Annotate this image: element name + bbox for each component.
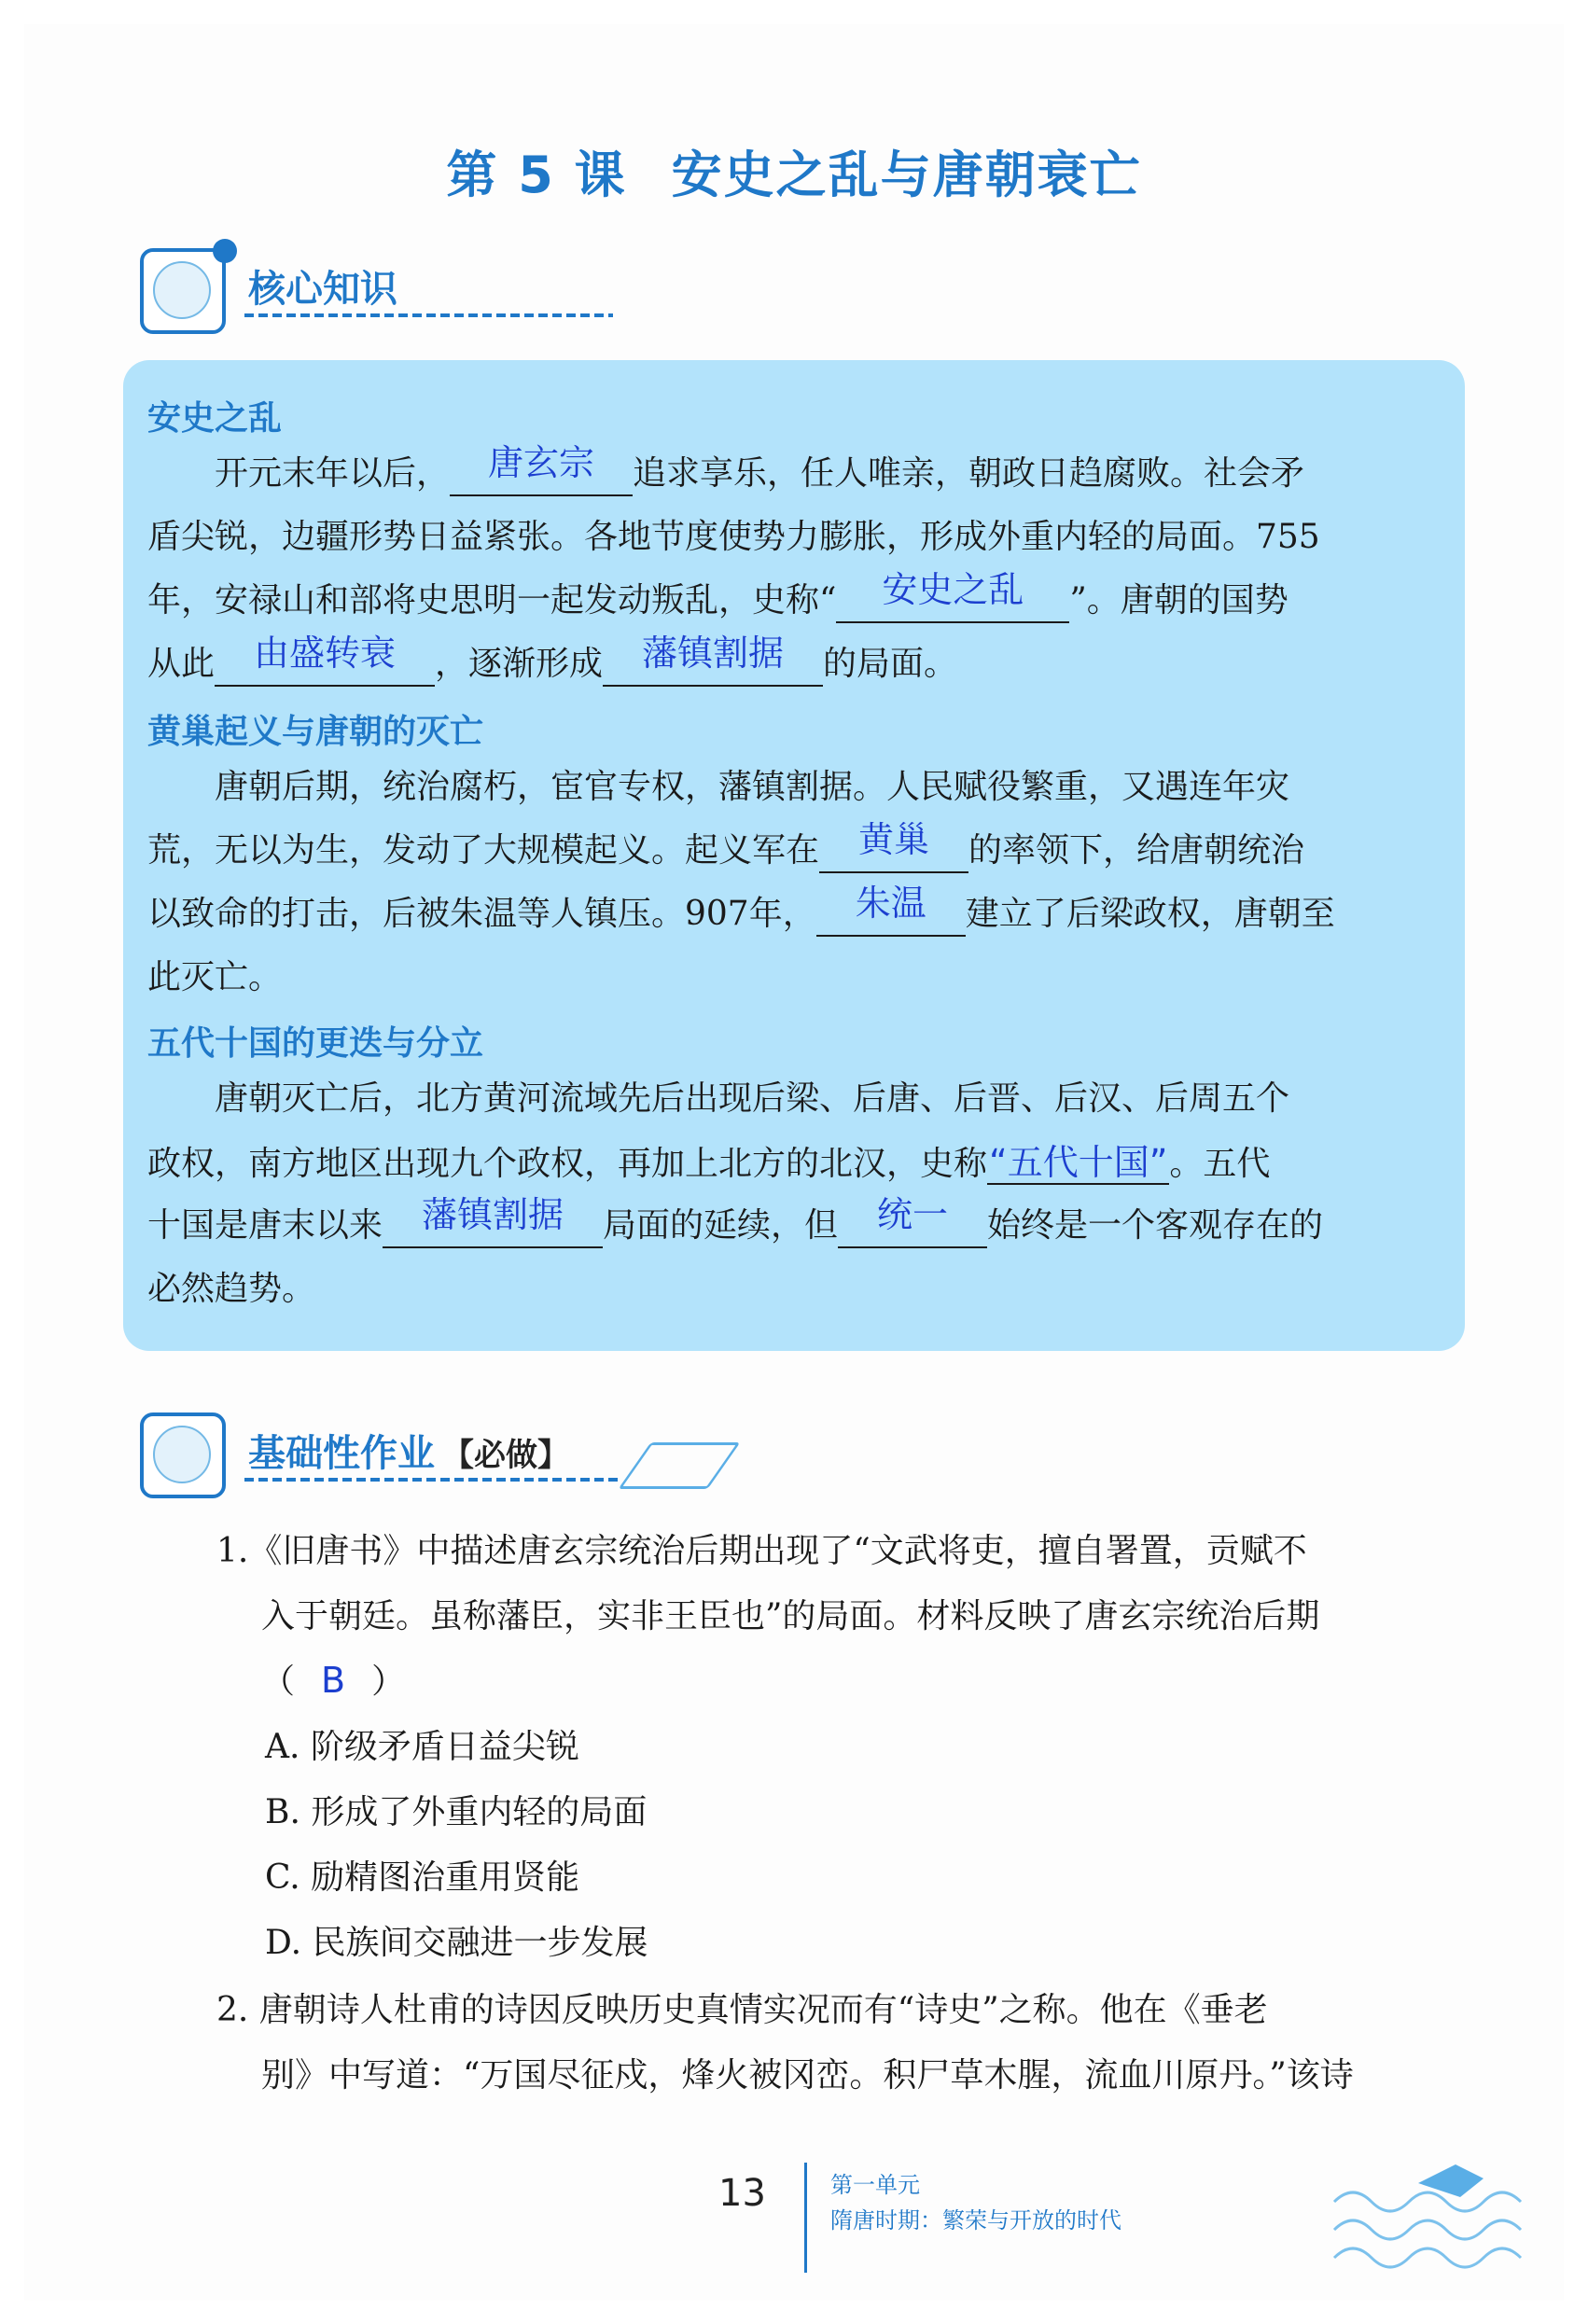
subheading-huangchao: 黄巢起义与唐朝的灭亡: [147, 713, 484, 751]
lesson-name: 安史之乱与唐朝衰亡: [671, 146, 1142, 204]
question-2-line: 别》中写道：“万国尽征戍，烽火被冈峦。积尸草木腥，流血川原丹。”该诗: [261, 2056, 1354, 2094]
header-underline: [244, 1478, 618, 1482]
answer-blank: 藩镇割据: [383, 1205, 603, 1248]
para-line: 必然趋势。: [147, 1270, 316, 1308]
subheading-wudai: 五代十国的更迭与分立: [147, 1024, 484, 1063]
core-knowledge-label: 核心知识: [248, 268, 397, 311]
answer-blank: 唐玄宗: [450, 453, 633, 496]
wave-decoration-icon: [1325, 2146, 1558, 2295]
core-knowledge-header: [140, 241, 625, 334]
page-number: 13: [718, 2172, 766, 2215]
answer-blank: 安史之乱: [836, 580, 1069, 623]
para-line: 荒，无以为生，发动了大规模起义。起义军在 黄巢 的率领下，给唐朝统治: [147, 828, 1304, 873]
decor-shape: [618, 1442, 740, 1489]
para-line: 唐朝灭亡后，北方黄河流域先后出现后梁、后唐、后晋、后汉、后周五个: [215, 1079, 1290, 1118]
homework-note: 【必做】: [442, 1437, 569, 1474]
para-line: 十国是唐末以来 藩镇割据 局面的延续，但 统一 始终是一个客观存在的: [147, 1204, 1323, 1248]
question-1-line: 入于朝廷。虽称藩臣，实非王臣也”的局面。材料反映了唐玄宗统治后期: [261, 1597, 1320, 1635]
lesson-title: [0, 135, 1588, 207]
answer-blank: 藩镇割据: [603, 644, 823, 687]
answer-blank: 黄巢: [819, 830, 968, 873]
answer-blank: 统一: [838, 1205, 987, 1248]
para-line: 从此 由盛转衰 ，逐渐形成 藩镇割据 的局面。: [147, 642, 957, 687]
para-line: 以致命的打击，后被朱温等人镇压。907年， 朱温 建立了后梁政权，唐朝至: [147, 892, 1335, 937]
footer-unit: 第一单元: [830, 2172, 920, 2198]
para-line: 政权，南方地区出现九个政权，再加上北方的北汉，史称“五代十国”。五代: [147, 1142, 1271, 1183]
header-underline: [244, 313, 613, 317]
book-icon: [140, 248, 226, 334]
option-c: C. 励精图治重用贤能: [265, 1858, 580, 1897]
option-d: D. 民族间交融进一步发展: [265, 1924, 648, 1962]
homework-header: [140, 1405, 737, 1498]
question-1-line: 1.《旧唐书》中描述唐玄宗统治后期出现了“文武将吏，擅自署置，贡赋不: [216, 1532, 1307, 1570]
homework-label: 基础性作业 【必做】: [248, 1432, 569, 1475]
para-line: 开元末年以后， 唐玄宗 追求享乐，任人唯亲，朝政日趋腐败。社会矛: [215, 452, 1304, 496]
brush-icon: [140, 1412, 226, 1498]
question-1-answer: B: [321, 1660, 346, 1701]
answer-blank: 由盛转衰: [215, 644, 435, 687]
para-line: 此灭亡。: [147, 958, 283, 996]
footer-divider: [804, 2163, 807, 2273]
question-1-answer-line: （ B ）: [261, 1660, 406, 1701]
footer-period: 隋唐时期：繁荣与开放的时代: [830, 2207, 1121, 2234]
option-a: A. 阶级矛盾日益尖锐: [265, 1728, 579, 1766]
option-b: B. 形成了外重内轻的局面: [265, 1793, 648, 1831]
lesson-number: 第 5 课: [446, 146, 627, 204]
answer-blank: 朱温: [816, 894, 966, 937]
subheading-anshi: 安史之乱: [147, 399, 283, 438]
para-line: 年，安禄山和部将史思明一起发动叛乱，史称“ 安史之乱 ”。唐朝的国势: [147, 578, 1289, 623]
para-line: 盾尖锐，边疆形势日益紧张。各地节度使势力膨胀，形成外重内轻的局面。755: [147, 518, 1320, 556]
answer-inline: “五代十国”: [989, 1142, 1168, 1183]
para-line: 唐朝后期，统治腐朽，宦官专权，藩镇割据。人民赋役繁重，又遇连年灾: [215, 768, 1290, 806]
question-2-line: 2. 唐朝诗人杜甫的诗因反映历史真情实况而有“诗史”之称。他在《垂老: [216, 1991, 1268, 2029]
